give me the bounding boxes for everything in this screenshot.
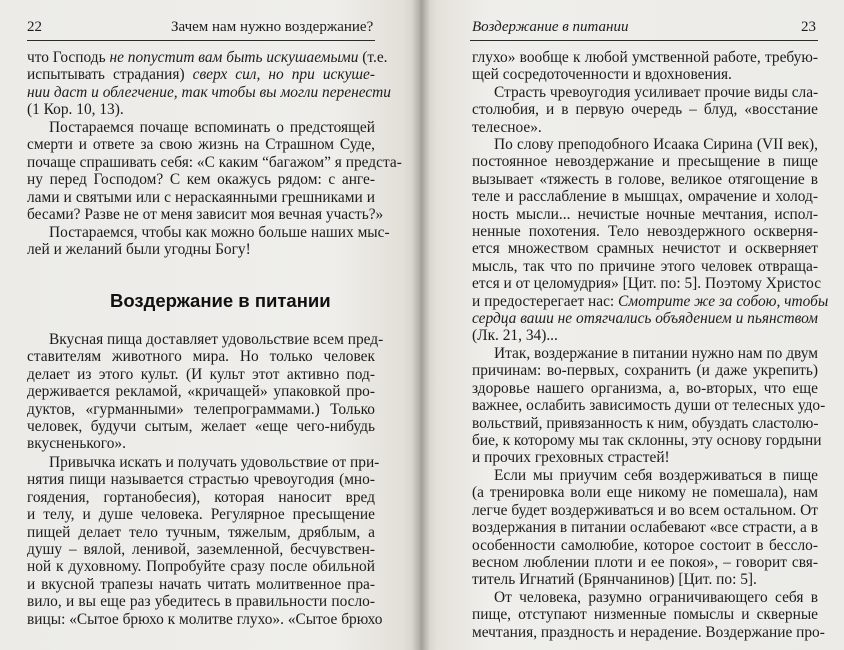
text-line: испытывать страдания) сверх сил, но при искуше- — [27, 66, 375, 84]
right-running-title: Воздержание в питании — [472, 19, 629, 35]
right-paragraph-1: глухо» вообще к любой умственной работе, требую- щей сосредоточенности и вдохновения. — [472, 49, 818, 84]
book-gutter — [412, 0, 430, 650]
right-paragraph-4: Итак, воздержание в питании нужно нам по двум причинам: во-первых, сохранить (и даже укрепить) здоровье нашего организма, а, во-вторых, что еще важнее, ослабить зависимость души от телесных удо- вольствий, привязанность к ним, обуздать сластолю- бие, к которому мы так склонны, эту основу гордыни и прочих греховных страстей! — [472, 345, 826, 467]
scripture-quote: Смотрите же за собою, чтобы — [618, 292, 829, 310]
left-running-title: Зачем нам нужно воздержание? — [171, 19, 374, 35]
right-header-rule — [470, 40, 818, 41]
right-paragraph-2: Страсть чревоугодия усиливает прочие виды сла- столюбия, и в первую очередь – блуд, «восстание телесное». — [472, 84, 819, 136]
scripture-quote: сердца ваши не отягчались объядением и пьянством — [472, 309, 818, 327]
text-line: нии даст и облегчение, так чтобы вы могли перенести — [27, 83, 391, 101]
scripture-reference: (Лк. 21, 34)... — [472, 327, 558, 345]
left-paragraph-1: Постараемся почаще вспоминать о предстоящей смерти и ответе за свою жизнь на Страшном Суде, почаще спрашивать себя: «С каким “багажом” я предста- ну перед Господом? С кем окажусь рядом: с анге- лами и святыми или с нераскаянными грешниками и бесами? Разве не от меня зависит моя вечная участь?» — [27, 119, 402, 223]
right-paragraph-5: Если мы приучим себя воздерживаться в пище (а тренировка воли еще никому не помешала), нам легче будет воздерживаться и во всем остальном. От воздержания в питании ослабевают «все страсти, а в особенности самолюбие, которое состоит в бессло- весном люблении плоти и ее покоя», – говорит свя- титель Игнатий (Брянчанинов) [Цит. по: 5]. — [472, 467, 818, 589]
right-page — [420, 0, 844, 650]
right-paragraph-3: По слову преподобного Исаака Сирина (VII век), постоянное невоздержание и пресыщение в пище вызывает «тяжесть в голове, великое отягощение в теле и расслабление в мышцах, омрачение и холод- ность мысли... нечистые ночные мечтания, испол- ненные похотения. Тело невоздержного оскверня- ется множеством срамных нечистот и оскверняет мысль, так что по причине этого человек отвраща- ется и от целомудрия» [Цит. по: 5]. Поэтому Христос и предостерегает нас: Смотрите же за собою, чтобы сердца ваши не отягчались объядением и пьянством (Лк. 21, 34)... — [472, 136, 829, 345]
section-title: Воздержание в питании — [110, 290, 331, 311]
right-page-number: 23 — [801, 19, 816, 35]
text-line: (1 Кор. 10, 13). — [27, 101, 124, 119]
left-page-number: 22 — [27, 19, 42, 35]
left-top-text — [27, 49, 391, 119]
left-paragraph-2: Постараемся, чтобы как можно больше наших мыс- лей и желаний были угодны Богу! — [27, 224, 390, 259]
left-paragraph-3: Вкусная пища доставляет удовольствие всем пред- ставителям животного мира. Но только человек делает из этого культ. (И культ этот активно под- держивается рекламой, «кричащей» упаковкой про- дуктов, «гурманными» телепрограммами.) Только человек, будучи сытым, желает «еще чего-нибудь вкусненького». — [27, 331, 384, 453]
left-paragraph-4: Привычка искать и получать удовольствие от при- нятия пищи называется страстью чревоугодия (мно- гоядения, гортанобесия), которая наносит вред и телу, и душе человека. Регулярное пресыщение пищей делает тело тучным, тяжелым, дряблым, а душу – вялой, ленивой, заземленной, бесчувствен- ной к духовному. Попробуйте сразу после обильной и вкусной трапезы начать читать молитвенное пра- вило, и вы еще раз убедитесь в правильности посло- вицы: «Сытое брюхо к молитве глухо». «Сытое брюхо — [27, 454, 383, 628]
left-page — [0, 0, 420, 650]
right-paragraph-6: От человека, разумно ограничивающего себя в пище, отступают низменные помыслы и скверные мечтания, праздность и нерадение. Воздержание про- — [472, 589, 825, 641]
text-line: и предостерегает нас: Смотрите же за собою, чтобы — [472, 292, 829, 310]
left-header-rule — [27, 40, 375, 41]
text-line: что Господь не попустит вам быть искушаемыми (т.е. — [27, 49, 388, 66]
